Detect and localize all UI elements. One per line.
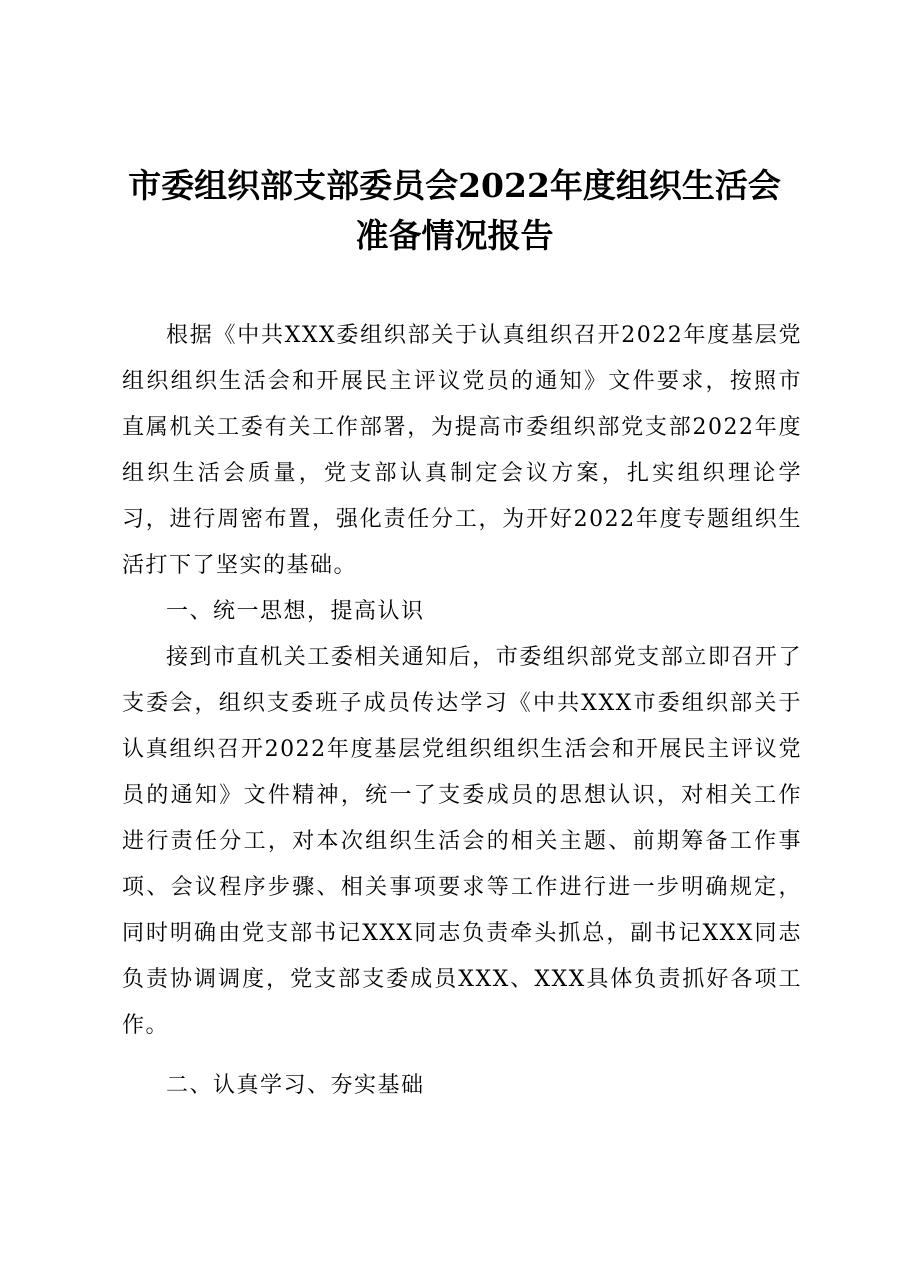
section-heading-1: 一、统一思想，提高认识 <box>166 599 425 624</box>
document-body <box>122 313 802 1109</box>
document-title-line-2: 准备情况报告 <box>355 216 554 255</box>
section-heading-2: 二、认真学习、夯实基础 <box>166 1073 425 1098</box>
paragraph-section-1: 接到市直机关工委相关通知后，市委组织部党支部立即召开了支委会，组织支委班子成员传达学习《中共XXX市委组织部关于认真组织召开2022年度基层党组织组织生活会和开展民主评议党员的通知》文件精神，统一了支委成员的思想认识，对相关工作进行责任分工，对本次组织生活会的相关主题、前期筹备工作事项、会议程序步骤、相关事项要求等工作进行进一步明确规定，同时明确由党支部书记XXX同志负责牵头抓总，副书记XXX同志负责协调调度，党支部支委成员XXX、XXX具体负责抓好各项工作。 <box>122 645 802 1038</box>
paragraph-intro: 根据《中共XXX委组织部关于认真组织召开2022年度基层党组织组织生活会和开展民主评议党员的通知》文件要求，按照市直属机关工委有关工作部署，为提高市委组织部党支部2022年度组织生活会质量，党支部认真制定会议方案，扎实组织理论学习，进行周密布置，强化责任分工，为开好2022年度专题组织生活打下了坚实的基础。 <box>122 323 802 578</box>
document-title-line-1: 市委组织部支部委员会2022年度组织生活会 <box>128 166 781 205</box>
